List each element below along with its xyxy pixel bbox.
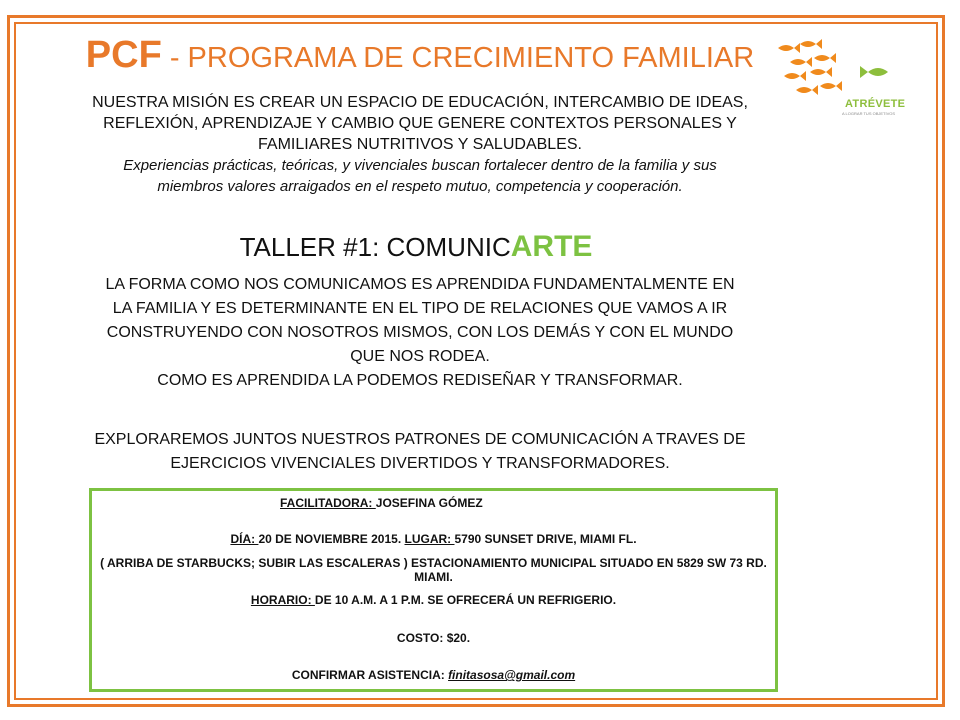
title-rest: - PROGRAMA DE CRECIMIENTO FAMILIAR — [161, 42, 755, 74]
goldfish-icon — [778, 39, 842, 95]
date-value: 20 DE NOVIEMBRE 2015. — [258, 532, 405, 546]
facilitator-label: FACILITADORA: — [280, 496, 376, 510]
date-label: DÍA: — [230, 532, 259, 546]
date-location-row — [89, 532, 778, 546]
schedule-value: DE 10 A.M. A 1 P.M. SE OFRECERÁ UN REFRIGERIO. — [314, 593, 617, 607]
page-title — [0, 34, 840, 77]
workshop-title-prefix: TALLER #1: COMUNIC — [239, 232, 511, 262]
logo-tagline: A LOGRAR TUS OBJETIVOS — [842, 111, 896, 116]
leader-fish-icon — [860, 66, 888, 78]
cost-row: COSTO: $20. — [396, 631, 471, 645]
title-pcf: PCF — [85, 34, 162, 76]
description-line: QUE NOS RODEA. — [350, 348, 490, 365]
mission-statement — [40, 92, 800, 197]
description-line: COMO ES APRENDIDA LA PODEMOS REDISEÑAR Y TRANSFORMAR. — [157, 372, 683, 389]
location-label: LUGAR: — [404, 532, 455, 546]
parking-note: ( ARRIBA DE STARBUCKS; SUBIR LAS ESCALERAS ) ESTACIONAMIENTO MUNICIPAL SITUADO EN 5829 SW 73 RD. MIAMI. — [100, 556, 767, 584]
location-value: 5790 SUNSET DRIVE, MIAMI FL. — [454, 532, 637, 546]
exploration-line: EJERCICIOS VIVENCIALES DIVERTIDOS Y TRANSFORMADORES. — [170, 455, 670, 472]
mission-italic-line: Experiencias prácticas, teóricas, y vivenciales buscan fortalecer dentro de la familia y sus — [123, 157, 717, 174]
mission-line: NUESTRA MISIÓN ES CREAR UN ESPACIO DE EDUCACIÓN, INTERCAMBIO DE IDEAS, — [92, 94, 748, 111]
facilitator-value: JOSEFINA GÓMEZ — [375, 496, 483, 510]
description-line: LA FAMILIA Y ES DETERMINANTE EN EL TIPO DE RELACIONES QUE VAMOS A IR — [112, 300, 728, 317]
rsvp-row — [89, 668, 778, 682]
event-info-box — [89, 488, 778, 692]
workshop-description — [50, 273, 790, 393]
description-line: CONSTRUYENDO CON NOSOTROS MISMOS, CON LOS DEMÁS Y CON EL MUNDO — [106, 324, 734, 341]
rsvp-email-link[interactable]: finitasosa@gmail.com — [448, 668, 576, 682]
mission-line: FAMILIARES NUTRITIVOS Y SALUDABLES. — [258, 136, 582, 153]
workshop-exploration — [50, 428, 790, 476]
rsvp-label: CONFIRMAR ASISTENCIA: — [291, 668, 449, 682]
mission-line: REFLEXIÓN, APRENDIZAJE Y CAMBIO QUE GENERE CONTEXTOS PERSONALES Y — [103, 115, 737, 132]
workshop-title-accent: ARTE — [510, 230, 593, 263]
schedule-label: HORARIO: — [250, 593, 315, 607]
facilitator-row — [89, 496, 778, 510]
logo-name: ATRÉVETE — [845, 98, 906, 110]
mission-italic-line: miembros valores arraigados en el respeto mutuo, competencia y cooperación. — [157, 178, 683, 195]
exploration-line: EXPLORAREMOS JUNTOS NUESTROS PATRONES DE COMUNICACIÓN A TRAVES DE — [94, 431, 746, 448]
description-line: LA FORMA COMO NOS COMUNICAMOS ES APRENDIDA FUNDAMENTALMENTE EN — [105, 276, 735, 293]
schedule-row — [89, 593, 778, 607]
workshop-title — [0, 230, 832, 264]
